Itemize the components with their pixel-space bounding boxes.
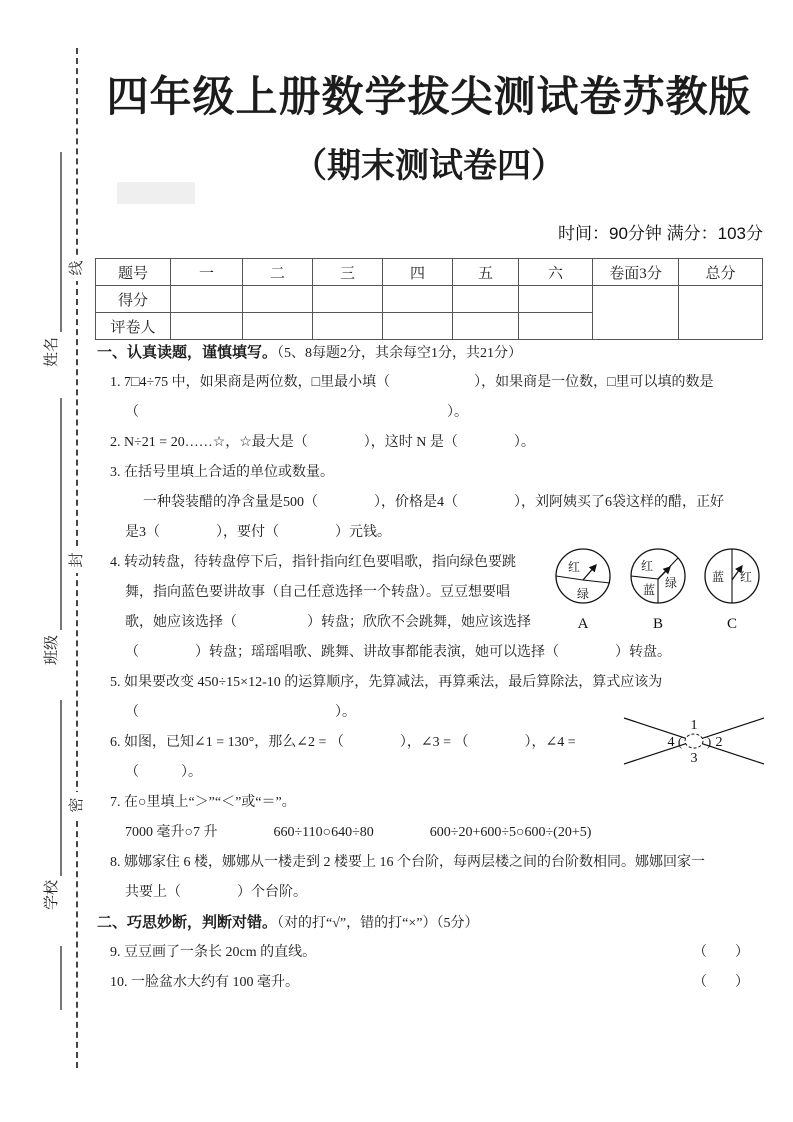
grader-cell (519, 313, 593, 340)
q10-answer-blank: （ ） (693, 975, 749, 990)
q4-spinner-figures (550, 546, 765, 634)
q1-line2: （ ）。 (125, 405, 468, 420)
paper-title: 四年级上册数学拔尖测试卷苏教版 (106, 73, 752, 120)
angle-label-2: 2 (715, 735, 723, 750)
q1-line1: 1. 7□4÷75 中，如果商是两位数，□里最小填（ ），如果商是一位数，□里可以填的数是 (110, 375, 714, 390)
header-col-4: 四 (383, 259, 453, 286)
q4-line4: （ ）转盘；瑶瑶唱歌、跳舞、讲故事都能表演，她可以选择（ ）转盘。 (125, 645, 671, 660)
q7-item-b: 660÷110○640÷80 (273, 825, 374, 840)
grader-cell (383, 313, 453, 340)
header-col-3: 三 (313, 259, 383, 286)
spinner-a-letter: A (577, 616, 589, 632)
q6-line2: （ ）。 (125, 765, 202, 780)
score-cell (171, 286, 243, 313)
score-cell (243, 286, 313, 313)
q7-item-c: 600÷20+600÷5○600÷(20+5) (429, 825, 592, 840)
q4-line2: 舞，指向蓝色要讲故事（自己任意选择一个转盘）。豆豆想要唱 (125, 585, 510, 600)
class-line (60, 398, 62, 630)
spinner-b-red-label: 红 (640, 559, 653, 573)
spinner-c (699, 546, 765, 634)
seal-char-mi: 密 (64, 792, 90, 818)
score-table-header-row (96, 259, 763, 286)
header-col-5: 五 (453, 259, 519, 286)
q3-line1: 3. 在括号里填上合适的单位或数量。 (110, 465, 334, 480)
section2-heading (97, 908, 765, 938)
paper-subtitle: （期末测试卷四） (293, 147, 565, 185)
angle-arc-right: ) (706, 734, 712, 749)
spinner-a-red-label: 红 (567, 560, 581, 574)
q10-line (97, 968, 765, 998)
spinner-b-letter: B (652, 616, 663, 632)
spinner-c-letter: C (726, 616, 738, 632)
angle-label-4: 4 (667, 735, 675, 750)
header-neatness: 卷面3分 (593, 259, 679, 286)
q3-line2: 一种袋装醋的净含量是500（ ），价格是4（ ），刘阿姨买了6袋这样的醋，正好 (143, 495, 724, 510)
q8-line1: 8. 娜娜家住 6 楼，娜娜从一楼走到 2 楼要上 16 个台阶，每两层楼之间的台阶数相同。娜娜回家一 (110, 855, 705, 870)
name-line (60, 152, 62, 332)
q8-line2: 共要上（ ）个台阶。 (125, 885, 307, 900)
angle-center-circle (685, 734, 703, 748)
section2-note: （对的打“√”，错的打“×”）（5分） (277, 916, 479, 931)
q9-answer-blank: （ ） (693, 945, 749, 960)
name-label: 姓名 (44, 337, 60, 368)
q6-line1: 6. 如图，已知∠1 = 130°，那么∠2 = （ ），∠3 = （ ），∠4 = (110, 735, 576, 750)
section1-heading (97, 338, 765, 368)
header-col-2: 二 (243, 259, 313, 286)
grader-cell (243, 313, 313, 340)
angle-arc-left: ( (677, 734, 683, 749)
score-cell (453, 286, 519, 313)
grader-cell (171, 313, 243, 340)
header-col-6: 六 (519, 259, 593, 286)
grader-cell (453, 313, 519, 340)
q7-line1: 7. 在○里填上“＞”“＜”或“＝”。 (110, 795, 296, 810)
row-label-score: 得分 (96, 286, 171, 313)
score-cell (519, 286, 593, 313)
q9-line (97, 938, 765, 968)
spinner-a (550, 546, 616, 634)
score-row (96, 286, 763, 313)
neatness-cell (593, 286, 679, 340)
header-total: 总分 (679, 259, 763, 286)
school-line (60, 700, 62, 876)
time-score-meta: 时间：90分钟 满分：103分 (558, 224, 763, 243)
school-label: 学校 (44, 880, 60, 911)
q10-text: 10. 一脸盆水大约有 100 毫升。 (110, 975, 299, 990)
spinner-b (625, 546, 691, 634)
spinner-c-red-label: 红 (739, 570, 753, 584)
q5-line2: （ ）。 (125, 705, 356, 720)
q6-angle-figure (616, 698, 771, 790)
q5-line1: 5. 如果要改变 450÷15×12-10 的运算顺序，先算减法，再算乘法，最后算除法，算式应该为 (110, 675, 663, 690)
class-label: 班级 (44, 635, 60, 666)
grader-cell (313, 313, 383, 340)
q4-line1: 4. 转动转盘，待转盘停下后，指针指向红色要唱歌，指向绿色要跳 (110, 555, 516, 570)
spinner-a-green-label: 绿 (576, 587, 590, 601)
q2-line: 2. N÷21 = 20……☆，☆最大是（ ），这时 N 是（ ）。 (110, 435, 535, 450)
score-table (95, 258, 763, 340)
spinner-a-pointer (583, 565, 596, 580)
header-question-no: 题号 (96, 259, 171, 286)
q3-line3: 是3（ ），要付（ ）元钱。 (125, 525, 391, 540)
seal-char-xian: 线 (64, 255, 90, 281)
angle-label-1: 1 (690, 718, 698, 733)
section2-title: 二、巧思妙断，判断对错。 (97, 914, 278, 931)
spinner-c-blue-label: 蓝 (711, 570, 725, 584)
score-cell (313, 286, 383, 313)
score-cell (383, 286, 453, 313)
section1-title: 一、认真读题，谨慎填写。 (97, 344, 278, 361)
row-label-grader: 评卷人 (96, 313, 171, 340)
seal-char-feng: 封 (64, 547, 90, 573)
section1-note: （5、8每题2分，其余每空1分，共21分） (277, 346, 523, 361)
header-col-1: 一 (171, 259, 243, 286)
spinner-b-blue-label: 蓝 (642, 583, 655, 597)
q7-expressions (97, 818, 765, 848)
total-cell (679, 286, 763, 340)
q4-line3: 歌，她应该选择（ ）转盘；欣欣不会跳舞，她应该选择 (125, 615, 531, 630)
q9-text: 9. 豆豆画了一条长 20cm 的直线。 (110, 945, 317, 960)
question-body (97, 338, 765, 998)
spinner-b-green-label: 绿 (664, 576, 677, 590)
margin-line-bottom (60, 946, 62, 1010)
angle-label-3: 3 (690, 751, 698, 766)
q7-item-a: 7000 毫升○7 升 (125, 825, 218, 840)
